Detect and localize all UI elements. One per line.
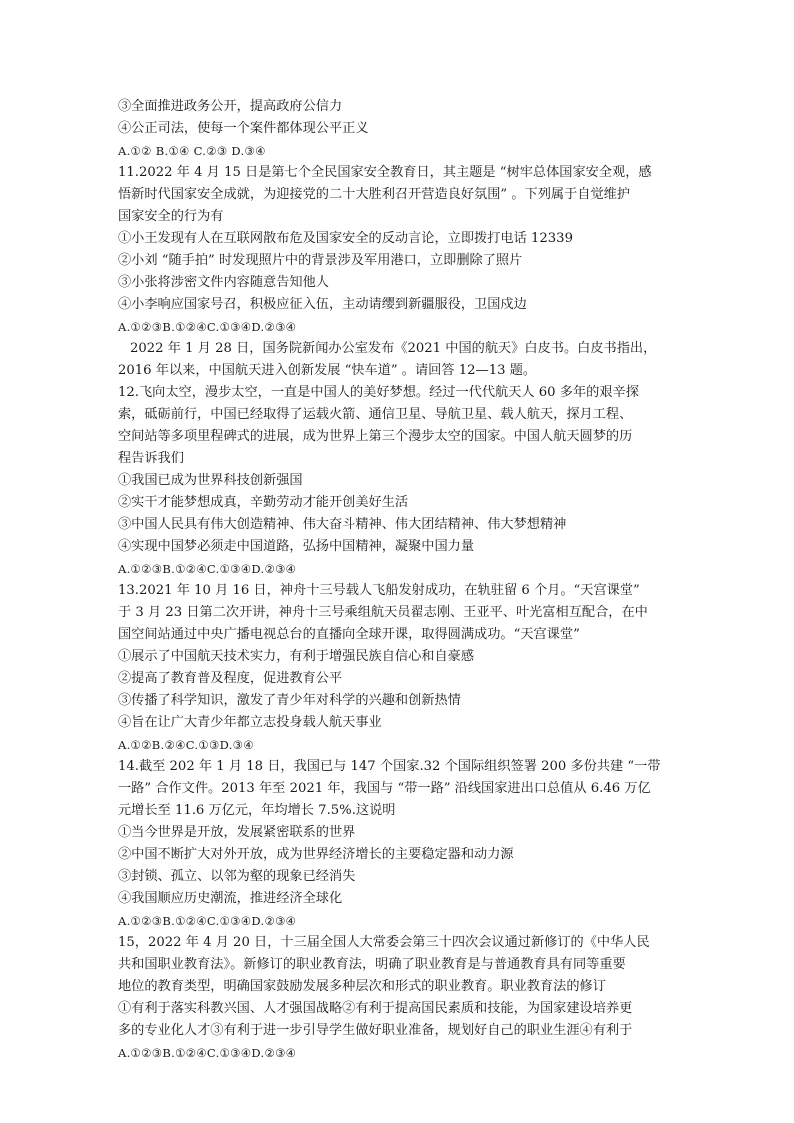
text-line: ③小张将涉密文件内容随意告知他人: [118, 275, 329, 290]
text-line: 一路” 合作文件。2013 年至 2021 年，我国与 “带一路” 沿线国家进出口总值从 6.46 万亿: [118, 781, 651, 796]
text-line: 悟新时代国家安全成就，为迎接党的二十大胜利召开营造良好氛围” 。下列属于自觉维护: [118, 187, 631, 202]
text-line: 国空间站通过中央广播电视总台的直播向全球开课，取得圆满成功。“天宫课堂”: [118, 627, 580, 642]
text-line: ④我国顺应历史潮流，推进经济全球化: [118, 891, 343, 906]
text-line: ③全面推进政务公开，提高政府公信力: [118, 99, 343, 114]
text-line: ②提高了教育普及程度，促进教育公平: [118, 671, 343, 686]
text-line: ④实现中国梦必须走中国道路，弘扬中国精神，凝聚中国力量: [118, 539, 475, 554]
answer-options-line: A.①②③B.①②④C.①③④D.②③④: [118, 1046, 297, 1060]
text-line: ①当今世界是开放，发展紧密联系的世界: [118, 825, 356, 840]
text-line: ③封锁、孤立、以邻为壑的现象已经消失: [118, 869, 356, 884]
text-line: ④旨在让广大青少年都立志投身载人航天事业: [118, 715, 382, 730]
text-line: ①展示了中国航天技术实力，有利于增强民族自信心和自豪感: [118, 649, 475, 664]
document-page: [118, 96, 678, 1064]
text-line: 11.2022 年 4 月 15 日是第七个全民国家安全教育日，其主题是 “树牢总体国家安全观，感: [118, 165, 652, 180]
text-line: 2016 年以来，中国航天进入创新发展 “快车道” 。请回答 12—13 题。: [118, 363, 537, 378]
answer-options-line: A.①② B.①④ C.②③ D.③④: [118, 144, 266, 158]
text-line: 于 3 月 23 日第二次开讲，神舟十三号乘组航天员翟志刚、王亚平、叶光富相互配合，在中: [118, 605, 648, 620]
text-line: 地位的教育类型，明确国家鼓励发展多种层次和形式的职业教育。职业教育法的修订: [118, 979, 606, 994]
answer-options-line: A.①②③B.①②④C.①③④D.②③④: [118, 320, 297, 334]
text-line: 12.飞向太空，漫步太空，一直是中国人的美好梦想。经过一代代航天人 60 多年的艰辛探: [118, 385, 639, 400]
text-line: 共和国职业教育法》。新修订的职业教育法，明确了职业教育是与普通教育具有同等重要: [118, 957, 626, 972]
text-line: 程告诉我们: [118, 451, 184, 466]
text-line: 索，砥砺前行，中国已经取得了运载火箭、通信卫星、导航卫星、载人航天，探月工程、: [118, 407, 633, 422]
text-line: 2022 年 1 月 28 日，国务院新闻办公室发布《2021 中国的航天》白皮书。白皮书指出，: [130, 341, 657, 356]
text-line: ③中国人民具有伟大创造精神、伟大奋斗精神、伟大团结精神、伟大梦想精神: [118, 517, 567, 532]
text-line: ②中国不断扩大对外开放，成为世界经济增长的主要稳定器和动力源: [118, 847, 514, 862]
text-line: ④小李响应国家号召，积极应征入伍，主动请缨到新疆服役，卫国戍边: [118, 297, 527, 312]
answer-options-line: A.①②③B.①②④C.①③④D.②③④: [118, 562, 297, 576]
answer-options-line: A.①②B.②④C.①③D.③④: [118, 738, 254, 752]
text-line: ③传播了科学知识，激发了青少年对科学的兴趣和创新热情: [118, 693, 461, 708]
text-line: 空间站等多项里程碑式的进展，成为世界上第三个漫步太空的国家。中国人航天圆梦的历: [118, 429, 633, 444]
text-line: 15，2022 年 4 月 20 日，十三届全国人大常委会第三十四次会议通过新修订的《中华人民: [118, 935, 650, 950]
text-line: 14.截至 202 年 1 月 18 日，我国已与 147 个国家.32 个国际组织签署 200 多份共建 “一带: [118, 759, 661, 774]
text-line: ②实干才能梦想成真，辛勤劳动才能开创美好生活: [118, 495, 409, 510]
text-line: ②小刘 “随手拍” 时发现照片中的背景涉及军用港口，立即删除了照片: [118, 253, 523, 268]
text-line: ①小王发现有人在互联网散布危及国家安全的反动言论，立即拨打电话 12339: [118, 231, 573, 246]
text-line: 13.2021 年 10 月 16 日，神舟十三号载人飞船发射成功，在轨驻留 6 个月。“天宫课堂”: [118, 583, 640, 598]
text-line: 国家安全的行为有: [118, 209, 224, 224]
text-line: ④公正司法，使每一个案件都体现公平正义: [118, 121, 369, 136]
text-line: 元增长至 11.6 万亿元，年均增长 7.5%.这说明: [118, 803, 396, 818]
text-line: ①我国已成为世界科技创新强国: [118, 473, 303, 488]
text-line: 多的专业化人才③有利于进一步引导学生做好职业准备，规划好自己的职业生涯④有利于: [118, 1023, 633, 1038]
text-line: ①有利于落实科教兴国、人才强国战略②有利于提高国民素质和技能，为国家建设培养更: [118, 1001, 633, 1016]
answer-options-line: A.①②③B.①②④C.①③④D.②③④: [118, 914, 297, 928]
